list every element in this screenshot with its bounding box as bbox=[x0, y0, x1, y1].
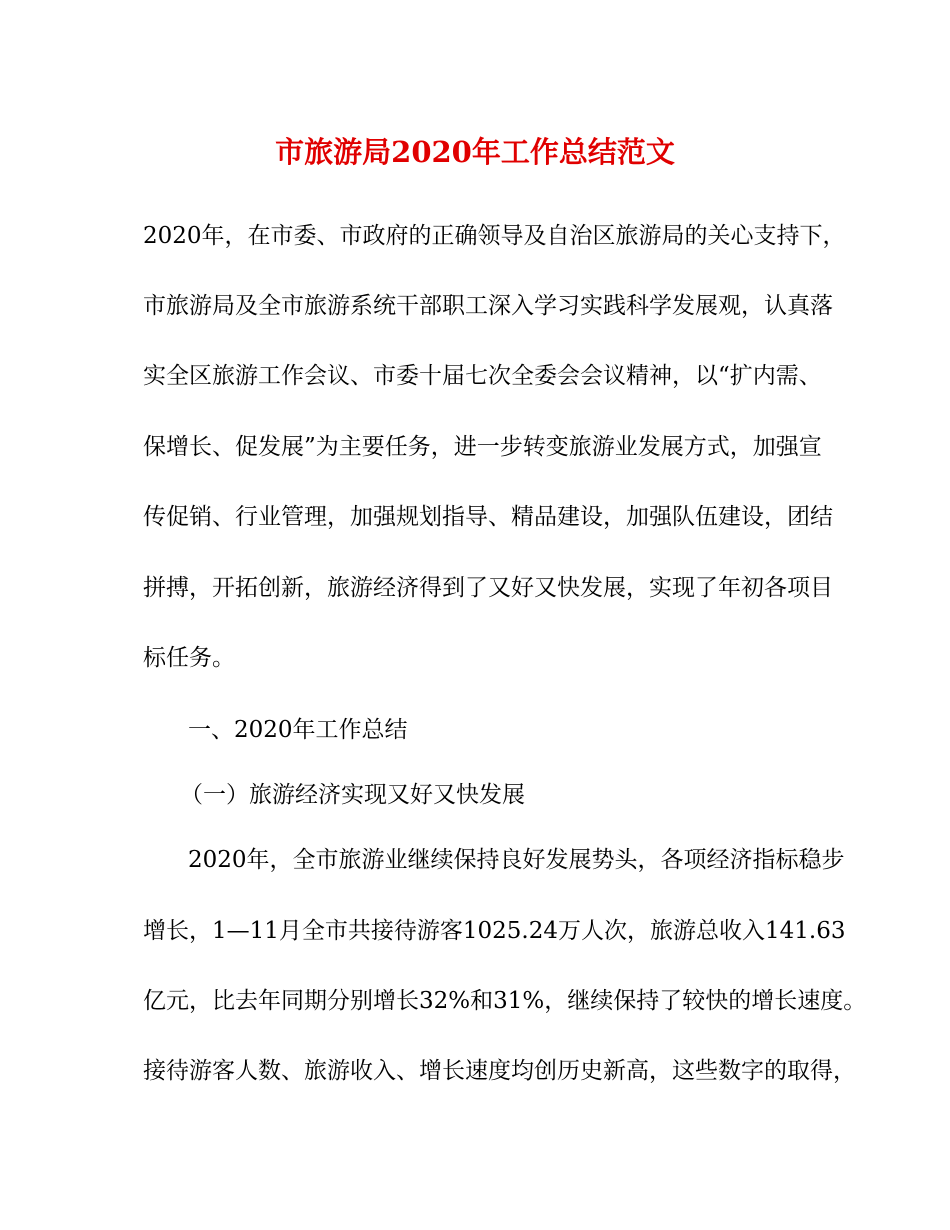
paragraph-line: 2020年，在市委、市政府的正确领导及自治区旅游局的关心支持下， bbox=[143, 223, 846, 249]
section-heading: 一、2020年工作总结 bbox=[188, 717, 408, 743]
paragraph-line: 实全区旅游工作会议、市委十届七次全委会会议精神，以“扩内需、 bbox=[143, 363, 822, 389]
document-title: 市旅游局2020年工作总结范文 bbox=[275, 135, 675, 169]
paragraph-line: 拼搏，开拓创新，旅游经济得到了又好又快发展，实现了年初各项目 bbox=[143, 575, 833, 601]
paragraph-line: 亿元，比去年同期分别增长32%和31%，继续保持了较快的增长速度。 bbox=[143, 988, 867, 1014]
paragraph-line: 标任务。 bbox=[143, 645, 235, 671]
paragraph-line: 保增长、促发展”为主要任务，进一步转变旅游业发展方式，加强宣 bbox=[143, 434, 822, 460]
paragraph-line: 接待游客人数、旅游收入、增长速度均创历史新高，这些数字的取得， bbox=[143, 1058, 856, 1084]
paragraph-line: 2020年，全市旅游业继续保持良好发展势头，各项经济指标稳步 bbox=[188, 847, 845, 873]
subsection-heading: （一）旅游经济实现又好又快发展 bbox=[180, 782, 525, 808]
paragraph-line: 市旅游局及全市旅游系统干部职工深入学习实践科学发展观，认真落 bbox=[143, 293, 833, 319]
paragraph-line: 增长，1—11月全市共接待游客1025.24万人次，旅游总收入141.63 bbox=[143, 918, 846, 944]
paragraph-line: 传促销、行业管理，加强规划指导、精品建设，加强队伍建设，团结 bbox=[143, 504, 833, 530]
